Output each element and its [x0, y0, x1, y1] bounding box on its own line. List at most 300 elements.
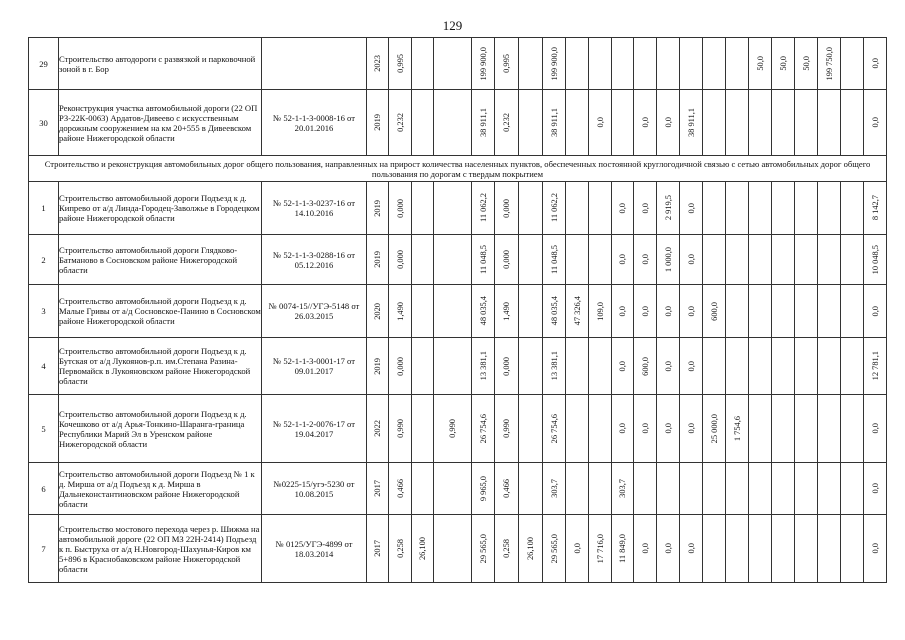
- value-cell: [472, 90, 495, 156]
- value-cell: [612, 463, 634, 515]
- value-cell: [749, 395, 772, 463]
- value-cell: [543, 285, 566, 338]
- value-cell: [589, 515, 612, 583]
- object-name: Реконструкция участка автомобильной дороги (22 ОП РЗ-22К-0063) Ардатов-Дивеево с искусственным дорожным сооружением на км 20+555 в Дивеевском районе Нижегородской области: [59, 90, 262, 156]
- row-number: 1: [29, 182, 59, 235]
- cell-value: 50,0: [801, 56, 811, 71]
- value-cell: [864, 285, 887, 338]
- cell-value: 0,0: [686, 254, 696, 265]
- cell-value: 2017: [373, 540, 382, 557]
- value-cell: [612, 395, 634, 463]
- value-cell: [634, 515, 657, 583]
- value-cell: [795, 182, 818, 235]
- cell-value: 109,0: [595, 301, 605, 321]
- cell-value: 0,000: [395, 356, 405, 376]
- value-cell: [495, 38, 519, 90]
- cell-value: 199 900,0: [549, 46, 559, 81]
- cell-value: 0,0: [663, 423, 673, 434]
- value-cell: [680, 285, 703, 338]
- value-cell: [818, 285, 841, 338]
- cell-value: 0,0: [870, 423, 880, 434]
- value-cell: [634, 235, 657, 285]
- value-cell: [703, 338, 726, 395]
- expertise-document: № 0125/УГЭ-4899 от 18.03.2014: [262, 515, 367, 583]
- value-cell: [864, 182, 887, 235]
- value-cell: [612, 38, 634, 90]
- value-cell: [634, 90, 657, 156]
- value-cell: [566, 235, 589, 285]
- value-cell: [472, 463, 495, 515]
- object-name: Строительство автомобильной дороги Подъезд к д. Кочешково от а/д Арья-Тонкино-Шаранга-граница Республики Марий Эл в Уренском районе Нижегородской области: [59, 395, 262, 463]
- value-cell: [612, 235, 634, 285]
- cell-value: 0,0: [618, 202, 627, 214]
- expertise-document: № 52-1-1-3-0288-16 от 05.12.2016: [262, 235, 367, 285]
- value-cell: [367, 463, 389, 515]
- cell-value: 0,0: [663, 305, 673, 317]
- object-name: Строительство автомобильной дороги Глядково-Батманово в Сосновском районе Нижегородской области: [59, 235, 262, 285]
- expertise-document: № 0074-15//УГЭ-5148 от 26.03.2015: [262, 285, 367, 338]
- table-row: [29, 395, 887, 463]
- value-cell: [680, 338, 703, 395]
- cell-value: 600,0: [709, 301, 719, 321]
- value-cell: [412, 338, 434, 395]
- value-cell: [472, 182, 495, 235]
- value-cell: [434, 38, 472, 90]
- value-cell: [389, 515, 412, 583]
- cell-value: 12 781,1: [870, 351, 880, 381]
- value-cell: [749, 38, 772, 90]
- value-cell: [634, 463, 657, 515]
- value-cell: [367, 90, 389, 156]
- value-cell: [589, 395, 612, 463]
- value-cell: [566, 338, 589, 395]
- value-cell: [726, 38, 749, 90]
- value-cell: [841, 285, 864, 338]
- cell-value: 1 754,6: [732, 415, 742, 442]
- value-cell: [389, 338, 412, 395]
- value-cell: [680, 515, 703, 583]
- cell-value: 1,490: [395, 301, 405, 321]
- cell-value: 0,0: [870, 483, 880, 494]
- value-cell: [818, 395, 841, 463]
- cell-value: 2017: [373, 480, 382, 497]
- cell-value: 9 965,0: [478, 475, 488, 502]
- value-cell: [612, 90, 634, 156]
- cell-value: 0,0: [618, 423, 627, 434]
- value-cell: [749, 90, 772, 156]
- value-cell: [495, 338, 519, 395]
- value-cell: [680, 463, 703, 515]
- cell-value: 26 754,6: [549, 413, 559, 444]
- cell-value: 0,0: [640, 305, 650, 317]
- row-number: 7: [29, 515, 59, 583]
- section-header-row: [29, 156, 887, 182]
- cell-value: 1,490: [502, 301, 511, 321]
- cell-value: 29 565,0: [549, 533, 559, 564]
- cell-value: 2019: [373, 357, 382, 375]
- value-cell: [818, 515, 841, 583]
- value-cell: [412, 182, 434, 235]
- row-number: 29: [29, 38, 59, 90]
- value-cell: [412, 235, 434, 285]
- value-cell: [657, 90, 680, 156]
- value-cell: [818, 182, 841, 235]
- cell-value: 17 716,0: [595, 533, 605, 564]
- value-cell: [726, 463, 749, 515]
- value-cell: [566, 463, 589, 515]
- value-cell: [772, 463, 795, 515]
- value-cell: [726, 90, 749, 156]
- cell-value: 38 911,1: [549, 107, 559, 137]
- cell-value: 13 381,1: [478, 351, 488, 381]
- value-cell: [726, 515, 749, 583]
- value-cell: [680, 395, 703, 463]
- cell-value: 0,0: [686, 305, 696, 317]
- cell-value: 0,0: [640, 543, 650, 554]
- value-cell: [589, 338, 612, 395]
- cell-value: 11 048,5: [549, 244, 559, 274]
- cell-value: 0,0: [640, 423, 650, 434]
- cell-value: 0,0: [663, 543, 673, 554]
- value-cell: [566, 515, 589, 583]
- cell-value: 26 754,6: [478, 413, 488, 444]
- value-cell: [566, 38, 589, 90]
- cell-value: 0,0: [640, 202, 650, 214]
- table-row: [29, 463, 887, 515]
- value-cell: [749, 182, 772, 235]
- cell-value: 0,000: [502, 250, 511, 269]
- value-cell: [589, 38, 612, 90]
- cell-value: 0,466: [395, 479, 405, 498]
- value-cell: [566, 182, 589, 235]
- value-cell: [772, 285, 795, 338]
- cell-value: 0,0: [663, 360, 673, 372]
- value-cell: [795, 515, 818, 583]
- value-cell: [703, 182, 726, 235]
- value-cell: [543, 338, 566, 395]
- cell-value: 0,0: [870, 117, 880, 128]
- table-row: [29, 182, 887, 235]
- value-cell: [519, 235, 543, 285]
- value-cell: [749, 235, 772, 285]
- value-cell: [841, 515, 864, 583]
- value-cell: [543, 515, 566, 583]
- table-row: [29, 38, 887, 90]
- expertise-document: [262, 38, 367, 90]
- cell-value: 0,0: [618, 254, 627, 265]
- value-cell: [841, 182, 864, 235]
- value-cell: [680, 182, 703, 235]
- value-cell: [434, 235, 472, 285]
- value-cell: [772, 38, 795, 90]
- value-cell: [818, 38, 841, 90]
- value-cell: [772, 235, 795, 285]
- cell-value: 1 000,0: [663, 246, 673, 273]
- row-number: 2: [29, 235, 59, 285]
- value-cell: [495, 235, 519, 285]
- object-name: Строительство автомобильной дороги Подъезд № 1 к д. Мирша от а/д Подъезд к д. Мирша в Дальнеконстантиновском районе Нижегородской области: [59, 463, 262, 515]
- value-cell: [412, 90, 434, 156]
- value-cell: [472, 285, 495, 338]
- value-cell: [864, 515, 887, 583]
- value-cell: [434, 90, 472, 156]
- cell-value: 0,0: [618, 360, 627, 372]
- cell-value: 0,0: [640, 117, 650, 128]
- value-cell: [612, 182, 634, 235]
- cell-value: 11 062,2: [549, 193, 559, 223]
- cell-value: 2019: [373, 251, 382, 268]
- value-cell: [519, 90, 543, 156]
- cell-value: 2019: [373, 114, 382, 131]
- value-cell: [634, 395, 657, 463]
- cell-value: 2023: [373, 55, 382, 72]
- row-number: 3: [29, 285, 59, 338]
- value-cell: [864, 463, 887, 515]
- value-cell: [389, 182, 412, 235]
- cell-value: 2019: [373, 199, 382, 217]
- cell-value: 0,0: [870, 58, 880, 69]
- value-cell: [841, 338, 864, 395]
- value-cell: [367, 285, 389, 338]
- value-cell: [680, 90, 703, 156]
- value-cell: [657, 395, 680, 463]
- value-cell: [795, 235, 818, 285]
- cell-value: 38 911,1: [686, 107, 696, 137]
- cell-value: 0,990: [448, 419, 457, 438]
- value-cell: [519, 338, 543, 395]
- value-cell: [703, 463, 726, 515]
- expertise-document: № 52-1-1-3-0008-16 от 20.01.2016: [262, 90, 367, 156]
- value-cell: [589, 285, 612, 338]
- expertise-document: № 52-1-1-3-0001-17 от 09.01.2017: [262, 338, 367, 395]
- value-cell: [389, 285, 412, 338]
- value-cell: [367, 38, 389, 90]
- value-cell: [657, 38, 680, 90]
- cell-value: 0,0: [663, 117, 673, 128]
- cell-value: 0,258: [502, 539, 511, 558]
- value-cell: [389, 38, 412, 90]
- value-cell: [519, 395, 543, 463]
- value-cell: [367, 182, 389, 235]
- row-number: 4: [29, 338, 59, 395]
- value-cell: [495, 395, 519, 463]
- value-cell: [703, 38, 726, 90]
- cell-value: 26,100: [418, 536, 427, 561]
- cell-value: 0,995: [502, 54, 511, 73]
- section-header: Строительство и реконструкция автомобильных дорог общего пользования, направленных на прирост количества населенных пунктов, обеспеченных постоянной круглогодичной связью с сетью автомобильных дорог общего пользования по дорогам с твердым покрытием: [29, 156, 887, 182]
- value-cell: [472, 338, 495, 395]
- value-cell: [495, 515, 519, 583]
- cell-value: 0,0: [572, 543, 582, 554]
- value-cell: [472, 235, 495, 285]
- cell-value: 0,995: [395, 54, 405, 73]
- value-cell: [818, 463, 841, 515]
- value-cell: [519, 38, 543, 90]
- cell-value: 0,000: [502, 356, 511, 376]
- value-cell: [703, 515, 726, 583]
- cell-value: 11 048,5: [478, 244, 488, 274]
- value-cell: [589, 463, 612, 515]
- value-cell: [657, 463, 680, 515]
- value-cell: [864, 235, 887, 285]
- value-cell: [703, 90, 726, 156]
- value-cell: [434, 338, 472, 395]
- row-number: 5: [29, 395, 59, 463]
- value-cell: [864, 338, 887, 395]
- cell-value: 0,000: [395, 198, 405, 218]
- cell-value: 8 142,7: [870, 195, 880, 221]
- value-cell: [543, 235, 566, 285]
- value-cell: [543, 395, 566, 463]
- value-cell: [749, 515, 772, 583]
- value-cell: [726, 395, 749, 463]
- value-cell: [703, 395, 726, 463]
- cell-value: 29 565,0: [478, 533, 488, 564]
- value-cell: [434, 395, 472, 463]
- cell-value: 48 035,4: [478, 296, 488, 326]
- cell-value: 26,100: [526, 536, 535, 561]
- cell-value: 11 062,2: [478, 193, 488, 223]
- cell-value: 0,232: [395, 113, 405, 132]
- value-cell: [495, 285, 519, 338]
- value-cell: [680, 38, 703, 90]
- value-cell: [772, 395, 795, 463]
- cell-value: 0,258: [395, 539, 405, 558]
- value-cell: [412, 515, 434, 583]
- value-cell: [726, 182, 749, 235]
- value-cell: [543, 463, 566, 515]
- cell-value: 47 326,4: [572, 296, 582, 326]
- value-cell: [589, 90, 612, 156]
- object-name: Строительство автомобильной дороги Подъезд к д. Малые Гривы от а/д Сосновское-Панино в Сосновском районе Нижегородской области: [59, 285, 262, 338]
- value-cell: [389, 463, 412, 515]
- value-cell: [726, 338, 749, 395]
- cell-value: 199 900,0: [478, 46, 488, 81]
- value-cell: [543, 38, 566, 90]
- cell-value: 2 919,5: [663, 195, 673, 221]
- object-name: Строительство автомобильной дороги Подъезд к д. Бутская от а/д Лукоянов-р.п. им.Степана Разина-Первомайск в Лукояновском районе Нижегородской области: [59, 338, 262, 395]
- expertise-document: № 52-1-1-3-0237-16 от 14.10.2016: [262, 182, 367, 235]
- cell-value: 0,990: [502, 419, 511, 438]
- value-cell: [389, 90, 412, 156]
- cell-value: 303,7: [549, 479, 559, 498]
- cell-value: 0,0: [870, 543, 880, 554]
- value-cell: [389, 395, 412, 463]
- table-row: [29, 90, 887, 156]
- value-cell: [795, 38, 818, 90]
- table-row: [29, 235, 887, 285]
- value-cell: [864, 395, 887, 463]
- cell-value: 0,0: [618, 305, 627, 317]
- cell-value: 303,7: [618, 479, 627, 498]
- cell-value: 0,990: [395, 419, 405, 438]
- table-row: [29, 285, 887, 338]
- cell-value: 50,0: [755, 56, 765, 71]
- value-cell: [612, 515, 634, 583]
- value-cell: [566, 285, 589, 338]
- value-cell: [472, 395, 495, 463]
- expertise-document: №0225-15/угэ-5230 от 10.08.2015: [262, 463, 367, 515]
- value-cell: [749, 285, 772, 338]
- cell-value: 0,466: [502, 479, 511, 498]
- value-cell: [543, 182, 566, 235]
- object-name: Строительство автомобильной дороги Подъезд к д. Кипрево от а/д Линда-Городец-Заволжье в Городецком районе Нижегородской области: [59, 182, 262, 235]
- cell-value: 0,000: [502, 198, 511, 218]
- value-cell: [680, 235, 703, 285]
- value-cell: [772, 338, 795, 395]
- row-number: 6: [29, 463, 59, 515]
- value-cell: [657, 285, 680, 338]
- value-cell: [795, 90, 818, 156]
- value-cell: [772, 182, 795, 235]
- value-cell: [657, 338, 680, 395]
- page-number: 129: [442, 18, 463, 33]
- value-cell: [818, 90, 841, 156]
- cell-value: 50,0: [778, 56, 788, 71]
- value-cell: [818, 338, 841, 395]
- value-cell: [389, 235, 412, 285]
- cell-value: 0,0: [870, 305, 880, 317]
- value-cell: [841, 235, 864, 285]
- value-cell: [519, 182, 543, 235]
- value-cell: [703, 235, 726, 285]
- value-cell: [726, 285, 749, 338]
- cell-value: 0,0: [686, 543, 696, 554]
- cell-value: 2022: [373, 420, 382, 437]
- value-cell: [657, 182, 680, 235]
- value-cell: [589, 235, 612, 285]
- value-cell: [634, 285, 657, 338]
- value-cell: [657, 235, 680, 285]
- cell-value: 600,0: [640, 356, 650, 376]
- cell-value: 0,0: [686, 360, 696, 372]
- value-cell: [657, 515, 680, 583]
- cell-value: 10 048,5: [870, 244, 880, 275]
- expertise-document: № 52-1-1-2-0076-17 от 19.04.2017: [262, 395, 367, 463]
- cell-value: 48 035,4: [549, 296, 559, 326]
- value-cell: [864, 38, 887, 90]
- value-cell: [367, 235, 389, 285]
- value-cell: [412, 285, 434, 338]
- value-cell: [543, 90, 566, 156]
- object-name: Строительство мостового перехода через р. Шижма на автомобильной дороге (22 ОП МЗ 22Н-2414) Подъезд к п. Быструха от а/д Н.Новгород-Шахунья-Киров км 5+896 в Краснобаковском районе Нижегородской области: [59, 515, 262, 583]
- value-cell: [772, 90, 795, 156]
- value-cell: [841, 38, 864, 90]
- value-cell: [749, 338, 772, 395]
- cell-value: 2020: [373, 302, 382, 320]
- row-number: 30: [29, 90, 59, 156]
- value-cell: [795, 463, 818, 515]
- value-cell: [495, 182, 519, 235]
- value-cell: [841, 463, 864, 515]
- value-cell: [566, 395, 589, 463]
- value-cell: [367, 338, 389, 395]
- value-cell: [495, 463, 519, 515]
- value-cell: [818, 235, 841, 285]
- cell-value: 0,0: [686, 202, 696, 214]
- value-cell: [566, 90, 589, 156]
- table-row: [29, 338, 887, 395]
- value-cell: [519, 285, 543, 338]
- value-cell: [434, 285, 472, 338]
- value-cell: [726, 235, 749, 285]
- cell-value: 0,232: [502, 113, 511, 132]
- value-cell: [495, 90, 519, 156]
- value-cell: [634, 182, 657, 235]
- value-cell: [864, 90, 887, 156]
- value-cell: [434, 515, 472, 583]
- cell-value: 0,000: [395, 250, 405, 269]
